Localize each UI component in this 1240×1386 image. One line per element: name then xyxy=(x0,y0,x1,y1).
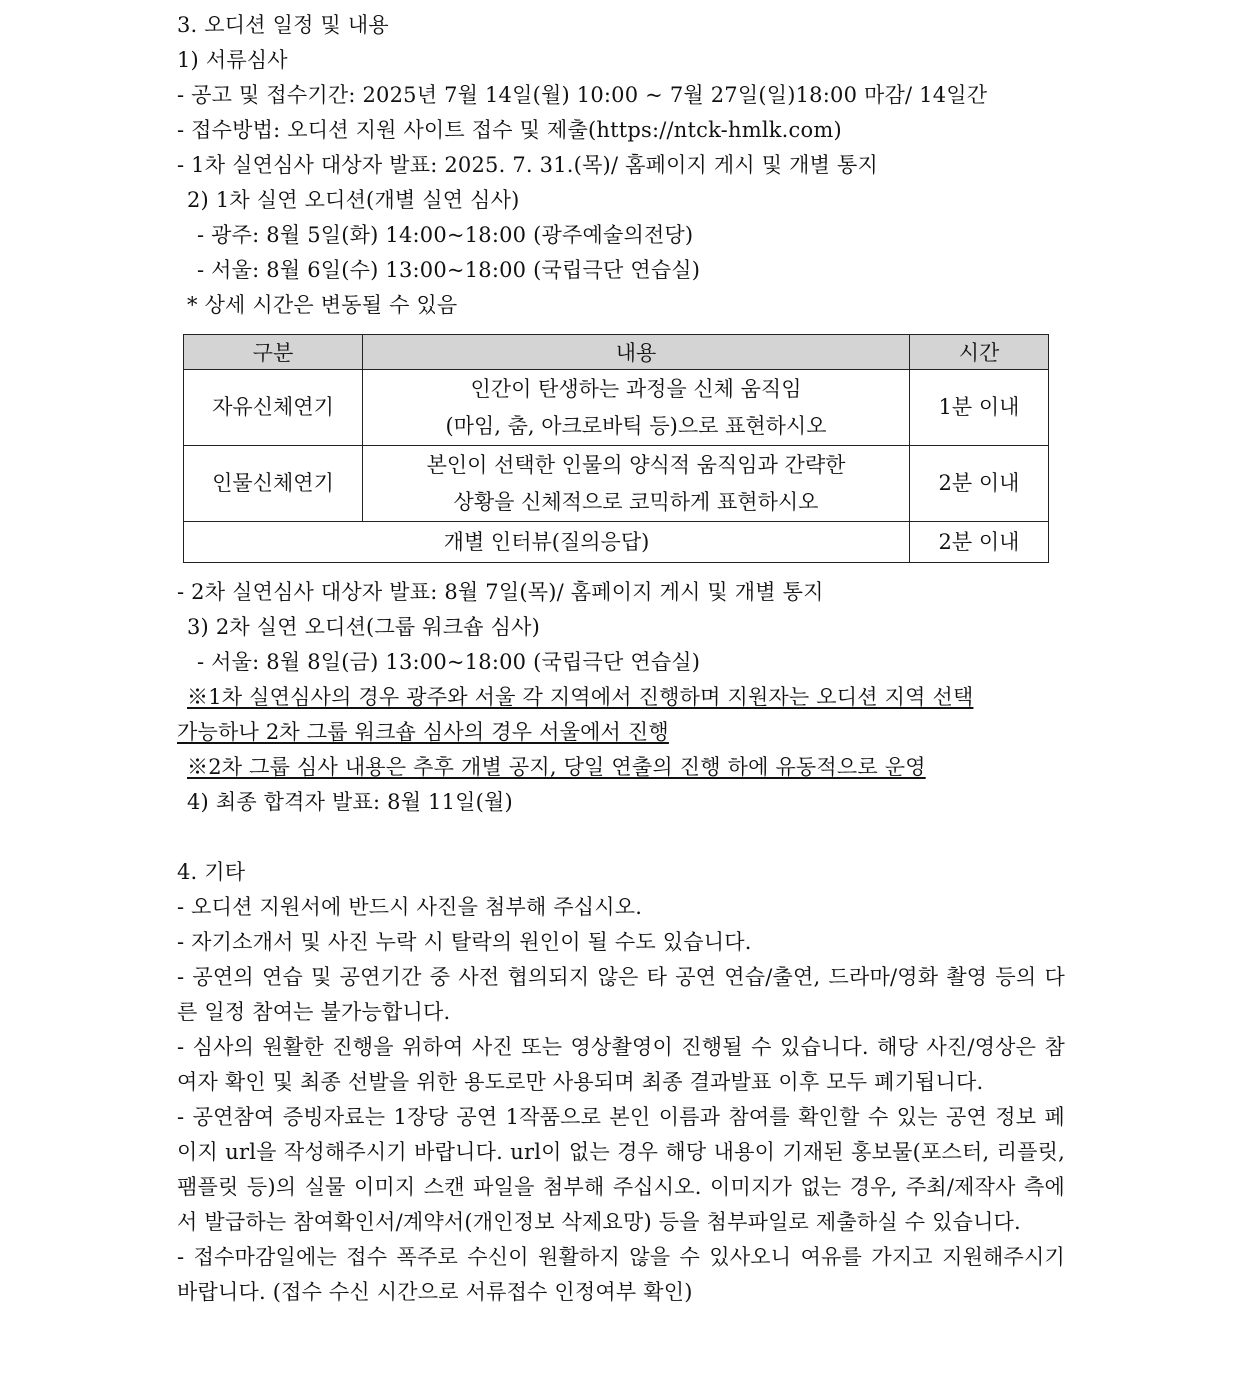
row-content-line: 인간이 탄생하는 과정을 신체 움직임 xyxy=(470,376,802,401)
region-note-line xyxy=(177,680,1065,715)
row-time: 2분 이내 xyxy=(910,446,1049,522)
row-time: 1분 이내 xyxy=(910,370,1049,446)
application-method: - 접수방법: 오디션 지원 사이트 접수 및 제출(https://ntck-hmlk.com) xyxy=(177,118,842,142)
table-row xyxy=(184,446,1049,522)
row-content-line: 본인이 선택한 인물의 양식적 움직임과 간략한 xyxy=(426,452,846,477)
spacer xyxy=(177,820,1065,855)
first-audition-title: 2) 1차 실연 오디션(개별 실연 심사) xyxy=(187,188,520,212)
region-note-line xyxy=(177,715,1065,750)
header-category: 구분 xyxy=(184,335,363,370)
table-row xyxy=(184,370,1049,446)
second-seoul-schedule: - 서울: 8월 8일(금) 13:00~18:00 (국립극단 연습실) xyxy=(197,650,701,674)
row-content-line: 상황을 신체적으로 코믹하게 표현하시오 xyxy=(453,489,819,514)
second-round-announcement: - 2차 실연심사 대상자 발표: 8월 7일(목)/ 홈페이지 게시 및 개별 통지 xyxy=(177,580,824,604)
row-content xyxy=(363,446,910,522)
region-note-text: ※1차 실연심사의 경우 광주와 서울 각 지역에서 진행하며 지원자는 오디션 지역 선택 xyxy=(187,685,974,709)
row-content-line: (마임, 춤, 아크로바틱 등)으로 표현하시오 xyxy=(445,413,827,438)
misc-item: - 공연의 연습 및 공연기간 중 사전 협의되지 않은 타 공연 연습/출연, 드라마/영화 촬영 등의 다른 일정 참여는 불가능합니다. xyxy=(177,965,1065,1024)
row-category: 인물신체연기 xyxy=(184,446,363,522)
document-page xyxy=(177,8,1065,1310)
schedule-change-note: * 상세 시간은 변동될 수 있음 xyxy=(187,293,458,317)
group-note-line xyxy=(177,750,1065,785)
misc-item: - 오디션 지원서에 반드시 사진을 첨부해 주십시오. xyxy=(177,895,643,919)
misc-item: - 심사의 원활한 진행을 위하여 사진 또는 영상촬영이 진행될 수 있습니다. 해당 사진/영상은 참여자 확인 및 최종 선발을 위한 용도로만 사용되며 최종 결과발표 이후 모두 폐기됩니다. xyxy=(177,1035,1065,1094)
misc-item: - 공연참여 증빙자료는 1장당 공연 1작품으로 본인 이름과 참여를 확인할 수 있는 공연 정보 페이지 url을 작성해주시기 바랍니다. url이 없는 경우 해당 내용이 기재된 홍보물(포스터, 리플릿, 팸플릿 등)의 실물 이미지 스캔 파일을 첨부해 주십시오. 이미지가 없는 경우, 주최/제작사 측에서 발급하는 참여확인서/계약서(개인정보 삭제요망) 등을 첨부파일로 제출하실 수 있습니다. xyxy=(177,1105,1065,1234)
application-period: - 공고 및 접수기간: 2025년 7월 14일(월) 10:00 ~ 7월 27일(일)18:00 마감/ 14일간 xyxy=(177,83,988,107)
row-time: 2분 이내 xyxy=(910,522,1049,563)
first-round-announcement: - 1차 실연심사 대상자 발표: 2025. 7. 31.(목)/ 홈페이지 게시 및 개별 통지 xyxy=(177,153,878,177)
table-row xyxy=(184,522,1049,563)
section-4-heading: 4. 기타 xyxy=(177,860,246,884)
header-time: 시간 xyxy=(910,335,1049,370)
misc-item: - 접수마감일에는 접수 폭주로 수신이 원활하지 않을 수 있사오니 여유를 가지고 지원해주시기 바랍니다. (접수 수신 시간으로 서류접수 인정여부 확인) xyxy=(177,1245,1065,1304)
document-review-title: 1) 서류심사 xyxy=(177,48,288,72)
final-announcement: 4) 최종 합격자 발표: 8월 11일(월) xyxy=(187,790,513,814)
group-note-text: ※2차 그룹 심사 내용은 추후 개별 공지, 당일 연출의 진행 하에 유동적으로 운영 xyxy=(187,755,926,779)
misc-item: - 자기소개서 및 사진 누락 시 탈락의 원인이 될 수도 있습니다. xyxy=(177,930,752,954)
row-category: 개별 인터뷰(질의응답) xyxy=(184,522,910,563)
gwangju-schedule: - 광주: 8월 5일(화) 14:00~18:00 (광주예술의전당) xyxy=(197,223,694,247)
seoul-schedule: - 서울: 8월 6일(수) 13:00~18:00 (국립극단 연습실) xyxy=(197,258,701,282)
second-audition-title: 3) 2차 실연 오디션(그룹 워크숍 심사) xyxy=(187,615,540,639)
section-3-heading: 3. 오디션 일정 및 내용 xyxy=(177,13,389,37)
header-content: 내용 xyxy=(363,335,910,370)
row-content xyxy=(363,370,910,446)
row-category: 자유신체연기 xyxy=(184,370,363,446)
region-note-text: 가능하나 2차 그룹 워크숍 심사의 경우 서울에서 진행 xyxy=(177,720,669,744)
table-header-row xyxy=(184,335,1049,370)
audition-content-table xyxy=(183,334,1049,563)
